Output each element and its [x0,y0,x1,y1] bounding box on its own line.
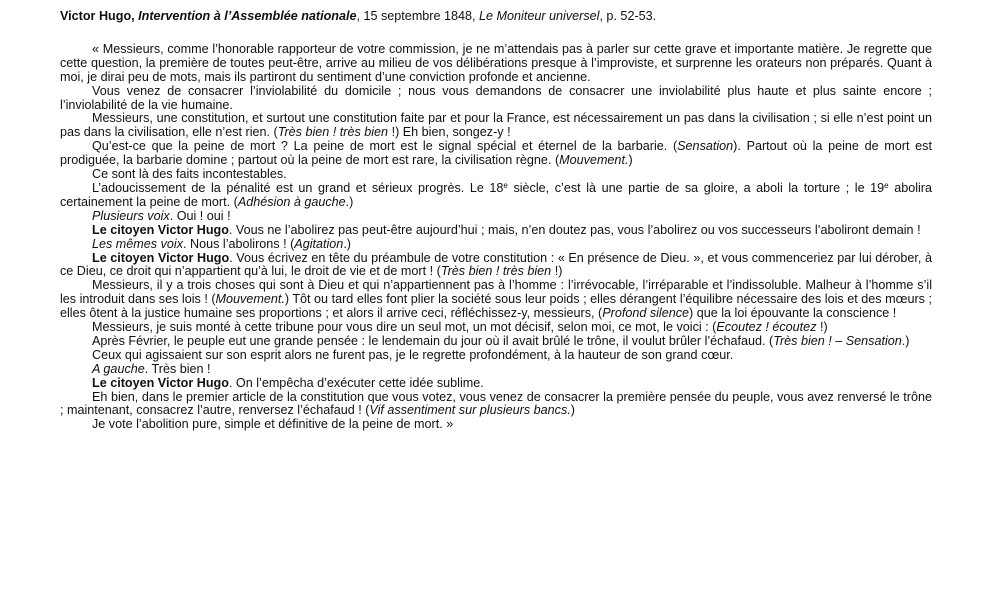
speech-paragraph [60,238,932,252]
heading-work-title: Intervention à l’Assemblée nationale [138,9,357,23]
text-run: Ce sont là des faits incontestables. [92,167,287,182]
text-run: .) [345,194,354,209]
speech-paragraph [60,377,932,391]
stage-direction: Les mêmes voix [92,236,183,251]
stage-direction: Agitation [294,236,344,251]
stage-direction: Vif assentiment sur plusieurs bancs. [369,403,571,418]
text-run: siècle, c’est là une partie de sa gloire, a aboli la torture ; le 19 [507,180,885,195]
text-run: Messieurs, une constitution, et surtout une constitution faite par et pour la France, est nécessairement un pas dans la civilisation ; si elle n’est point un pas dans la civilisation, elle n’est rien. ( [60,111,932,140]
text-run: Eh bien, dans le premier article de la constitution que vous votez, vous venez de consacrer la première pensée du peuple, vous avez renversé le trône ; maintenant, consacrez l’autre, renversez l’échafaud ! ( [60,389,932,418]
text-run: .) [343,236,352,251]
heading-publication: Le Moniteur universel [479,9,600,23]
heading-date: , 15 septembre 1848, [356,9,480,23]
text-run: ) que la loi épouvante la conscience ! [689,306,897,321]
stage-direction: Mouvement. [559,153,629,168]
speech-paragraph [60,252,932,280]
heading-author: Victor Hugo, [60,9,135,23]
stage-direction: Très bien ! très bien [440,264,552,279]
speech-paragraph [60,112,932,140]
speech-paragraph [60,85,932,113]
speech-paragraph [60,418,932,432]
heading-pages: , p. 52-53. [599,9,657,23]
superscript: e [884,180,889,190]
stage-direction: Très bien ! – Sensation [773,333,902,348]
text-run: Ceux qui agissaient sur son esprit alors ne furent pas, je le regrette profondément, à la hauteur de son grand cœur. [92,347,734,362]
text-run: ). Partout où la peine de mort est prodiguée, la barbarie domine ; partout où la peine de mort est rare, la civilisation règne. ( [60,139,932,168]
text-run: ) Tôt ou tard elles font plier la société sous leur poids ; elles dérangent l’équilibre nécessaire des lois et des mœurs ; elles ôtent à la justice humaine ses proportions ; et alors il arrive ceci, réfléchissez-y, messieurs, ( [60,292,932,321]
text-run: Messieurs, il y a trois choses qui sont à Dieu et qui n’appartiennent pas à l’homme : l’irrévocable, l’irréparable et l’indissoluble. Malheur à l’homme s’il les introduit dans ses lois ! ( [60,278,932,307]
document-heading [60,10,932,24]
speech-paragraph [60,43,932,85]
text-run: !) [816,320,828,335]
text-run: Qu’est-ce que la peine de mort ? La peine de mort est le signal spécial et éternel de la barbarie. ( [92,139,678,154]
stage-direction: Sensation [677,139,734,154]
text-run: . Vous écrivez en tête du préambule de votre constitution : « En présence de Dieu. », et vous commenceriez par lui dérober, à ce Dieu, ce droit qui n’appartient qu’à lui, le droit de vie et de mort ! ( [60,250,933,279]
text-run: ) [570,403,575,418]
superscript: e [503,180,508,190]
speech-paragraph [60,279,932,321]
speech-body [60,43,932,432]
speech-paragraph [60,349,932,363]
text-run: L’adoucissement de la pénalité est un grand et sérieux progrès. Le 18 [92,180,504,195]
speech-paragraph [60,335,932,349]
stage-direction: Adhésion à gauche [237,194,346,209]
text-run: !) [551,264,563,279]
text-run: Je vote l’abolition pure, simple et définitive de la peine de mort. » [92,417,454,432]
text-run: ) [628,153,633,168]
stage-direction: Profond silence [602,306,690,321]
speaker-name: Le citoyen Victor Hugo [92,250,230,265]
text-run: . Oui ! oui ! [169,208,231,223]
text-run: !) Eh bien, songez-y ! [388,125,511,140]
text-run: Vous venez de consacrer l’inviolabilité du domicile ; nous vous demandons de consacrer une inviolabilité plus haute et plus sainte encore ; l’inviolabilité de la vie humaine. [60,83,932,112]
speech-paragraph [60,363,932,377]
text-run: . Vous ne l’abolirez pas peut-être aujourd’hui ; mais, n’en doutez pas, vous l’abolirez ou vos successeurs l’aboliront demain ! [228,222,921,237]
text-run: .) [901,333,910,348]
stage-direction: Très bien ! très bien [277,125,389,140]
speech-paragraph [60,224,932,238]
speech-paragraph [60,391,932,419]
speaker-name: Le citoyen Victor Hugo [92,222,229,237]
text-run: Messieurs, je suis monté à cette tribune pour vous dire un seul mot, un mot décisif, selon moi, ce mot, le voici : ( [92,320,717,335]
speech-paragraph [60,210,932,224]
speech-paragraph [60,321,932,335]
speech-paragraph [60,182,932,210]
speech-paragraph [60,140,932,168]
speaker-name: Le citoyen Victor Hugo [92,375,229,390]
text-run: . Nous l’abolirons ! ( [183,236,295,251]
stage-direction: Mouvement. [215,292,285,307]
speech-paragraph [60,168,932,182]
stage-direction: A gauche [92,361,145,376]
text-run: « Messieurs, comme l’honorable rapporteur de votre commission, je ne m’attendais pas à parler sur cette grave et importante matière. Je regrette que cette question, la première de toutes peut-être, arrive au milieu de vos délibérations presque à l’improviste, et surprenne les orateurs non préparés. Quant à moi, je dirai peu de mots, mais ils partiront du sentiment d’une conviction profonde et ancienne. [60,41,932,84]
stage-direction: Plusieurs voix [92,208,170,223]
stage-direction: Ecoutez ! écoutez [716,320,817,335]
text-run: abolira certainement la peine de mort. ( [60,180,933,209]
text-run: . Très bien ! [144,361,211,376]
text-run: Après Février, le peuple eut une grande pensée : le lendemain du jour où il avait brûlé le trône, il voulut brûler l’échafaud. ( [92,333,774,348]
document-page [60,10,932,432]
text-run: . On l’empêcha d’exécuter cette idée sublime. [228,375,484,390]
